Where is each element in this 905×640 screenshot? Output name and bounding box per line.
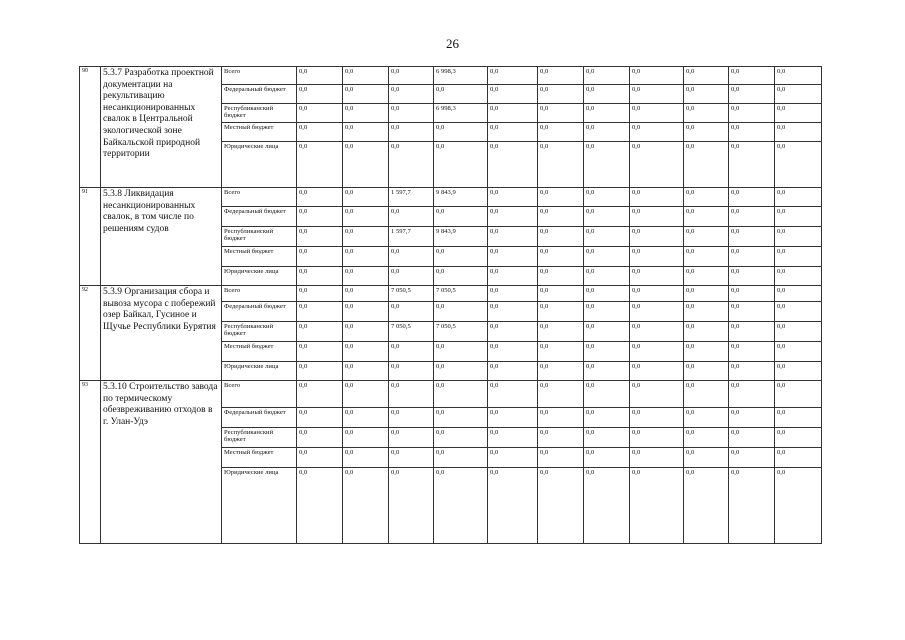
value-cell: 0,0 <box>434 302 488 322</box>
value-cell: 0,0 <box>297 381 343 408</box>
value-cell: 0,0 <box>584 85 630 104</box>
value-cell: 0,0 <box>775 227 822 247</box>
value-cell: 0,0 <box>684 104 729 123</box>
value-cell: 0,0 <box>584 104 630 123</box>
value-cell: 0,0 <box>538 247 584 267</box>
value-cell: 0,0 <box>729 286 775 302</box>
value-cell: 0,0 <box>434 247 488 267</box>
value-cell: 0,0 <box>343 408 389 428</box>
value-cell: 9 843,9 <box>434 188 488 207</box>
value-cell: 0,0 <box>584 408 630 428</box>
value-cell: 0,0 <box>538 85 584 104</box>
value-cell: 0,0 <box>775 207 822 227</box>
value-cell: 0,0 <box>389 267 434 286</box>
value-cell: 0,0 <box>729 247 775 267</box>
value-cell: 0,0 <box>538 267 584 286</box>
value-cell: 0,0 <box>389 381 434 408</box>
value-cell: 0,0 <box>538 362 584 381</box>
value-cell: 0,0 <box>297 342 343 362</box>
value-cell: 0,0 <box>434 362 488 381</box>
value-cell: 0,0 <box>343 448 389 468</box>
value-cell: 0,0 <box>343 302 389 322</box>
value-cell: 0,0 <box>488 267 538 286</box>
value-cell: 0,0 <box>434 85 488 104</box>
value-cell: 0,0 <box>538 408 584 428</box>
value-cell: 0,0 <box>389 302 434 322</box>
page-number: 26 <box>446 36 459 51</box>
value-cell: 0,0 <box>729 342 775 362</box>
value-cell: 0,0 <box>488 207 538 227</box>
value-cell: 0,0 <box>584 362 630 381</box>
value-cell: 0,0 <box>729 428 775 448</box>
value-cell: 0,0 <box>584 227 630 247</box>
value-cell: 0,0 <box>775 381 822 408</box>
measure-name: 5.3.9 Организация сбора и вывоза мусора с побережий озер Байкал, Гусиное и Щучье Республики Бурятия <box>101 286 222 381</box>
value-cell: 0,0 <box>343 247 389 267</box>
value-cell: 1 597,7 <box>389 227 434 247</box>
value-cell: 0,0 <box>630 408 684 428</box>
value-cell: 0,0 <box>630 342 684 362</box>
table-row <box>80 67 822 85</box>
value-cell: 0,0 <box>775 247 822 267</box>
value-cell: 7 050,5 <box>389 322 434 342</box>
value-cell: 0,0 <box>343 322 389 342</box>
value-cell: 0,0 <box>434 428 488 448</box>
value-cell: 0,0 <box>343 227 389 247</box>
value-cell: 0,0 <box>488 342 538 362</box>
funding-source: Федеральный бюджет <box>222 408 297 428</box>
funding-source: Федеральный бюджет <box>222 207 297 227</box>
value-cell: 0,0 <box>538 142 584 188</box>
value-cell: 0,0 <box>775 468 822 544</box>
value-cell: 0,0 <box>434 342 488 362</box>
value-cell: 0,0 <box>729 408 775 428</box>
table-row <box>80 286 822 302</box>
value-cell: 0,0 <box>584 207 630 227</box>
value-cell: 0,0 <box>488 381 538 408</box>
value-cell: 0,0 <box>684 448 729 468</box>
value-cell: 0,0 <box>684 123 729 142</box>
row-number: 92 <box>80 286 101 381</box>
value-cell: 0,0 <box>775 85 822 104</box>
value-cell: 0,0 <box>538 104 584 123</box>
value-cell: 0,0 <box>488 85 538 104</box>
value-cell: 0,0 <box>434 123 488 142</box>
funding-source: Республиканский бюджет <box>222 428 297 448</box>
value-cell: 0,0 <box>630 85 684 104</box>
value-cell: 0,0 <box>584 247 630 267</box>
value-cell: 7 050,5 <box>434 286 488 302</box>
value-cell: 0,0 <box>488 227 538 247</box>
value-cell: 0,0 <box>684 188 729 207</box>
value-cell: 0,0 <box>297 468 343 544</box>
value-cell: 0,0 <box>343 381 389 408</box>
value-cell: 0,0 <box>488 286 538 302</box>
value-cell: 0,0 <box>538 428 584 448</box>
value-cell: 0,0 <box>729 448 775 468</box>
value-cell: 0,0 <box>775 67 822 85</box>
value-cell: 0,0 <box>684 286 729 302</box>
value-cell: 0,0 <box>775 408 822 428</box>
value-cell: 0,0 <box>630 302 684 322</box>
value-cell: 0,0 <box>584 428 630 448</box>
value-cell: 0,0 <box>389 142 434 188</box>
value-cell: 0,0 <box>389 207 434 227</box>
value-cell: 0,0 <box>584 142 630 188</box>
value-cell: 0,0 <box>630 123 684 142</box>
value-cell: 0,0 <box>584 67 630 85</box>
value-cell: 0,0 <box>389 104 434 123</box>
value-cell: 0,0 <box>389 247 434 267</box>
value-cell: 0,0 <box>584 188 630 207</box>
value-cell: 0,0 <box>775 188 822 207</box>
value-cell: 0,0 <box>684 408 729 428</box>
value-cell: 0,0 <box>630 104 684 123</box>
value-cell: 0,0 <box>538 448 584 468</box>
value-cell: 0,0 <box>729 207 775 227</box>
value-cell: 0,0 <box>297 267 343 286</box>
funding-source: Федеральный бюджет <box>222 85 297 104</box>
value-cell: 0,0 <box>488 322 538 342</box>
value-cell: 0,0 <box>729 381 775 408</box>
value-cell: 0,0 <box>488 104 538 123</box>
value-cell: 0,0 <box>630 381 684 408</box>
value-cell: 6 998,3 <box>434 67 488 85</box>
value-cell: 0,0 <box>297 322 343 342</box>
value-cell: 0,0 <box>297 428 343 448</box>
value-cell: 0,0 <box>297 408 343 428</box>
value-cell: 0,0 <box>775 322 822 342</box>
funding-source: Местный бюджет <box>222 342 297 362</box>
value-cell: 0,0 <box>389 342 434 362</box>
value-cell: 0,0 <box>343 342 389 362</box>
value-cell: 0,0 <box>630 207 684 227</box>
value-cell: 0,0 <box>684 468 729 544</box>
row-number: 93 <box>80 381 101 544</box>
value-cell: 0,0 <box>297 85 343 104</box>
value-cell: 0,0 <box>684 428 729 448</box>
value-cell: 0,0 <box>630 448 684 468</box>
value-cell: 0,0 <box>775 448 822 468</box>
value-cell: 0,0 <box>488 448 538 468</box>
value-cell: 0,0 <box>297 207 343 227</box>
value-cell: 0,0 <box>343 468 389 544</box>
value-cell: 0,0 <box>538 342 584 362</box>
value-cell: 0,0 <box>488 428 538 448</box>
funding-source: Республиканский бюджет <box>222 322 297 342</box>
value-cell: 0,0 <box>729 468 775 544</box>
value-cell: 0,0 <box>630 227 684 247</box>
value-cell: 0,0 <box>630 188 684 207</box>
value-cell: 0,0 <box>297 104 343 123</box>
value-cell: 0,0 <box>297 67 343 85</box>
value-cell: 0,0 <box>729 302 775 322</box>
value-cell: 0,0 <box>538 381 584 408</box>
value-cell: 0,0 <box>684 227 729 247</box>
value-cell: 0,0 <box>584 468 630 544</box>
value-cell: 0,0 <box>297 362 343 381</box>
value-cell: 0,0 <box>684 142 729 188</box>
value-cell: 0,0 <box>389 448 434 468</box>
value-cell: 0,0 <box>684 207 729 227</box>
value-cell: 0,0 <box>729 227 775 247</box>
value-cell: 0,0 <box>729 188 775 207</box>
value-cell: 0,0 <box>630 267 684 286</box>
value-cell: 0,0 <box>488 67 538 85</box>
value-cell: 0,0 <box>584 286 630 302</box>
value-cell: 0,0 <box>684 302 729 322</box>
value-cell: 0,0 <box>488 123 538 142</box>
value-cell: 0,0 <box>538 468 584 544</box>
value-cell: 0,0 <box>684 342 729 362</box>
value-cell: 0,0 <box>630 468 684 544</box>
value-cell: 7 050,5 <box>434 322 488 342</box>
value-cell: 0,0 <box>775 286 822 302</box>
value-cell: 0,0 <box>630 67 684 85</box>
value-cell: 0,0 <box>434 207 488 227</box>
table-row <box>80 188 822 207</box>
value-cell: 0,0 <box>584 381 630 408</box>
funding-source: Юридические лица <box>222 267 297 286</box>
value-cell: 0,0 <box>297 286 343 302</box>
value-cell: 0,0 <box>584 342 630 362</box>
value-cell: 0,0 <box>343 123 389 142</box>
value-cell: 0,0 <box>389 408 434 428</box>
value-cell: 0,0 <box>630 428 684 448</box>
value-cell: 0,0 <box>488 468 538 544</box>
funding-source: Всего <box>222 286 297 302</box>
value-cell: 0,0 <box>684 362 729 381</box>
funding-source: Юридические лица <box>222 142 297 188</box>
funding-source: Республиканский бюджет <box>222 227 297 247</box>
value-cell: 0,0 <box>389 123 434 142</box>
value-cell: 0,0 <box>538 302 584 322</box>
value-cell: 0,0 <box>729 142 775 188</box>
value-cell: 0,0 <box>538 286 584 302</box>
value-cell: 0,0 <box>630 247 684 267</box>
value-cell: 0,0 <box>684 381 729 408</box>
value-cell: 0,0 <box>729 104 775 123</box>
value-cell: 0,0 <box>775 428 822 448</box>
value-cell: 0,0 <box>343 286 389 302</box>
value-cell: 0,0 <box>684 267 729 286</box>
funding-source: Местный бюджет <box>222 448 297 468</box>
value-cell: 0,0 <box>729 267 775 286</box>
value-cell: 0,0 <box>584 302 630 322</box>
value-cell: 0,0 <box>775 267 822 286</box>
value-cell: 0,0 <box>729 123 775 142</box>
value-cell: 0,0 <box>684 322 729 342</box>
value-cell: 0,0 <box>584 322 630 342</box>
value-cell: 0,0 <box>389 468 434 544</box>
value-cell: 0,0 <box>343 207 389 227</box>
value-cell: 1 597,7 <box>389 188 434 207</box>
value-cell: 0,0 <box>389 85 434 104</box>
value-cell: 0,0 <box>584 123 630 142</box>
value-cell: 0,0 <box>389 362 434 381</box>
value-cell: 0,0 <box>775 104 822 123</box>
value-cell: 0,0 <box>538 123 584 142</box>
value-cell: 0,0 <box>343 104 389 123</box>
table-body <box>80 67 822 544</box>
funding-source: Местный бюджет <box>222 123 297 142</box>
value-cell: 0,0 <box>538 227 584 247</box>
value-cell: 0,0 <box>538 207 584 227</box>
funding-source: Всего <box>222 67 297 85</box>
value-cell: 0,0 <box>488 302 538 322</box>
value-cell: 0,0 <box>297 123 343 142</box>
value-cell: 0,0 <box>538 188 584 207</box>
value-cell: 0,0 <box>434 142 488 188</box>
table-row <box>80 381 822 408</box>
value-cell: 0,0 <box>630 322 684 342</box>
value-cell: 0,0 <box>434 448 488 468</box>
value-cell: 0,0 <box>775 302 822 322</box>
value-cell: 0,0 <box>488 188 538 207</box>
value-cell: 0,0 <box>297 142 343 188</box>
funding-source: Всего <box>222 381 297 408</box>
value-cell: 0,0 <box>297 302 343 322</box>
value-cell: 0,0 <box>684 247 729 267</box>
value-cell: 0,0 <box>389 67 434 85</box>
value-cell: 0,0 <box>434 381 488 408</box>
value-cell: 0,0 <box>343 85 389 104</box>
value-cell: 0,0 <box>297 227 343 247</box>
value-cell: 0,0 <box>584 267 630 286</box>
value-cell: 0,0 <box>775 342 822 362</box>
value-cell: 0,0 <box>584 448 630 468</box>
budget-table <box>79 66 822 544</box>
funding-source: Федеральный бюджет <box>222 302 297 322</box>
funding-source: Республиканский бюджет <box>222 104 297 123</box>
value-cell: 0,0 <box>488 142 538 188</box>
value-cell: 0,0 <box>775 142 822 188</box>
value-cell: 0,0 <box>343 267 389 286</box>
value-cell: 0,0 <box>434 468 488 544</box>
value-cell: 0,0 <box>297 448 343 468</box>
value-cell: 0,0 <box>630 362 684 381</box>
row-number: 91 <box>80 188 101 286</box>
value-cell: 0,0 <box>684 67 729 85</box>
funding-source: Юридические лица <box>222 468 297 544</box>
value-cell: 0,0 <box>729 322 775 342</box>
value-cell: 0,0 <box>297 188 343 207</box>
value-cell: 6 998,3 <box>434 104 488 123</box>
funding-source: Всего <box>222 188 297 207</box>
measure-name: 5.3.8 Ликвидация несанкционированных свалок, в том числе по решениям судов <box>101 188 222 286</box>
value-cell: 0,0 <box>343 428 389 448</box>
value-cell: 0,0 <box>729 85 775 104</box>
value-cell: 0,0 <box>434 408 488 428</box>
value-cell: 0,0 <box>630 142 684 188</box>
value-cell: 0,0 <box>297 247 343 267</box>
measure-name: 5.3.10 Строительство завода по термическому обезвреживанию отходов в г. Улан-Удэ <box>101 381 222 544</box>
value-cell: 0,0 <box>343 142 389 188</box>
value-cell: 0,0 <box>343 188 389 207</box>
value-cell: 0,0 <box>488 247 538 267</box>
funding-source: Местный бюджет <box>222 247 297 267</box>
value-cell: 0,0 <box>775 123 822 142</box>
funding-source: Юридические лица <box>222 362 297 381</box>
value-cell: 0,0 <box>538 322 584 342</box>
value-cell: 9 843,9 <box>434 227 488 247</box>
measure-name: 5.3.7 Разработка проектной документации на рекультивацию несанкционированных свалок в Центральной экологической зоне Байкальской природной территории <box>101 67 222 188</box>
value-cell: 0,0 <box>630 286 684 302</box>
value-cell: 0,0 <box>538 67 584 85</box>
value-cell: 0,0 <box>389 428 434 448</box>
value-cell: 0,0 <box>434 267 488 286</box>
value-cell: 0,0 <box>343 362 389 381</box>
value-cell: 0,0 <box>729 67 775 85</box>
value-cell: 0,0 <box>343 67 389 85</box>
value-cell: 7 050,5 <box>389 286 434 302</box>
value-cell: 0,0 <box>775 362 822 381</box>
row-number: 90 <box>80 67 101 188</box>
value-cell: 0,0 <box>488 362 538 381</box>
value-cell: 0,0 <box>488 408 538 428</box>
value-cell: 0,0 <box>729 362 775 381</box>
value-cell: 0,0 <box>684 85 729 104</box>
